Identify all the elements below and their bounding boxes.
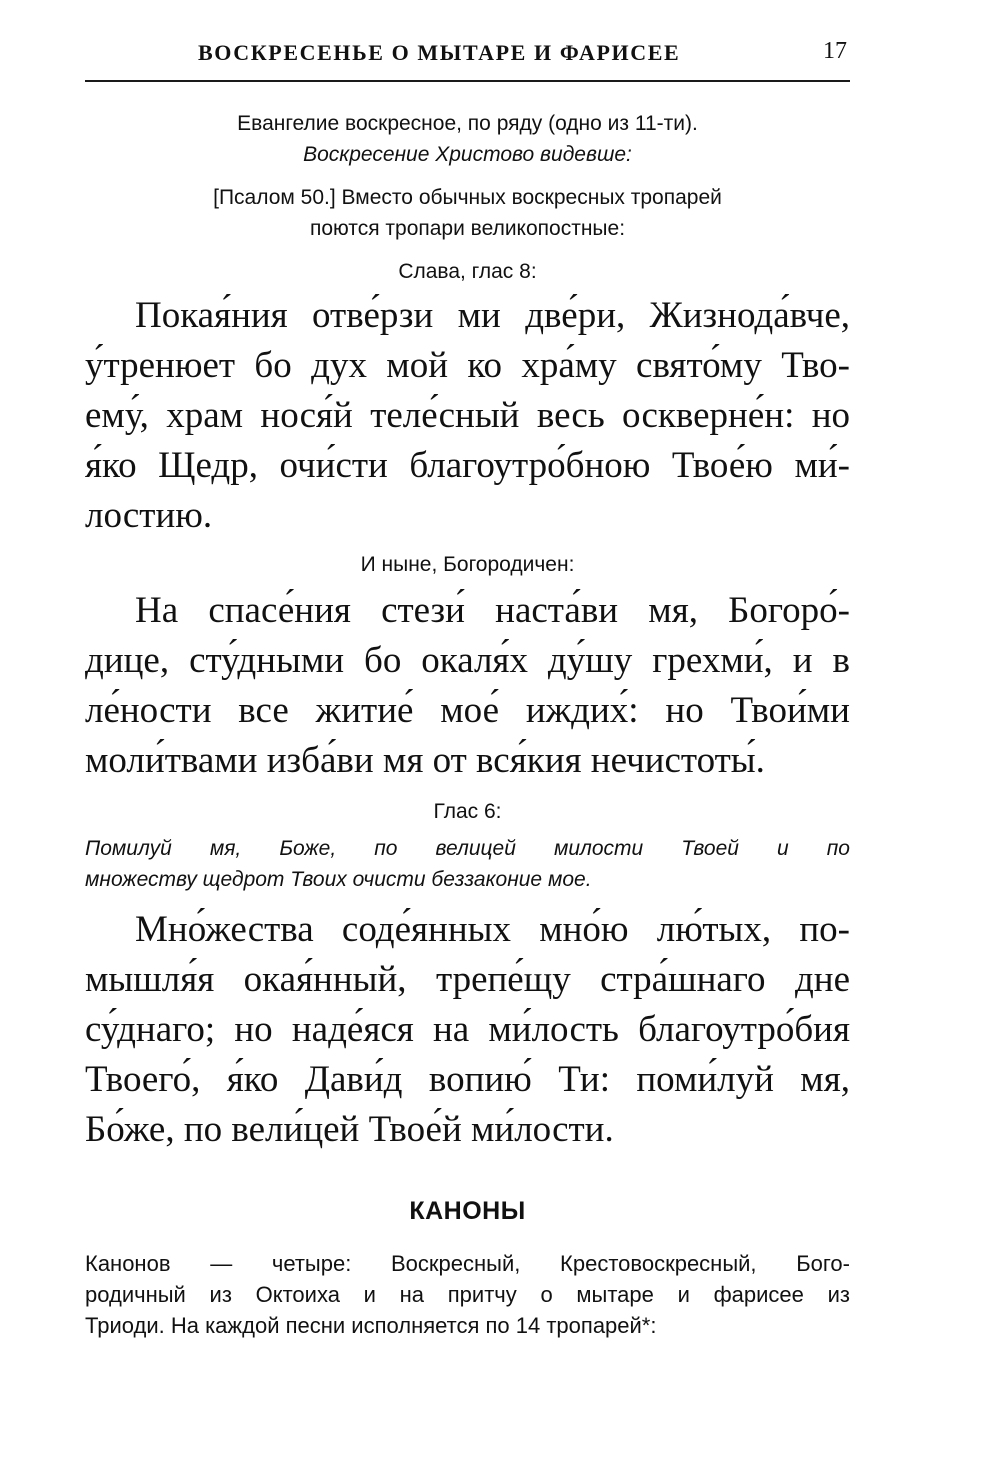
hymn-troparion-1 <box>85 291 850 541</box>
hymn-theotokion <box>85 586 850 786</box>
slava-label: Слава, глас 8: <box>398 260 537 283</box>
canons-line: Канонов — четыре: Воскресный, Крестовоскресный, Бого- <box>85 1251 850 1276</box>
page-content <box>85 108 850 1341</box>
running-title: ВОСКРЕСЕНЬЕ О МЫТАРЕ И ФАРИСЕЕ <box>198 40 681 65</box>
glas-6-label: Глас 6: <box>433 800 502 823</box>
hymn-troparion-2 <box>85 905 850 1155</box>
hymn-line: моли́твами изба́ви мя от вся́кия нечистоты́. <box>85 740 765 781</box>
hymn-line: дице, сту́дными бо окаля́х ду́шу грехми́, и в <box>85 640 850 681</box>
hymn-line: Покая́ния отве́рзи ми две́ри, Жизнода́вче, <box>135 295 850 336</box>
psalm-note-line-2: поются тропари великопостные: <box>309 217 626 240</box>
psalm-verse-line-2: множеству щедрот Твоих очисти беззаконие мое. <box>85 868 592 891</box>
hymn-line: у́тренюет бо дух мой ко хра́му свято́му Тво- <box>85 345 850 386</box>
gospel-hymn-incipit: Воскресение Христово видевше: <box>303 143 632 166</box>
page-number: 17 <box>823 38 847 64</box>
canons-line: Триоди. На каждой песни исполняется по 14 тропарей*: <box>85 1313 657 1338</box>
hymn-line: Мно́жества соде́янных мно́ю лю́тых, по- <box>135 909 850 950</box>
gospel-rubric: Евангелие воскресное, по ряду (одно из 11-ти). <box>237 112 698 135</box>
hymn-line: Твоего́, я́ко Дави́д вопию́ Ти: поми́луй мя, <box>85 1059 850 1100</box>
hymn-line: лостию. <box>85 495 213 536</box>
hymn-line: я́ко Щедр, очи́сти благоутро́бною Твое́ю ми́- <box>85 445 850 486</box>
psalm-verse-line-1: Помилуй мя, Боже, по велицей милости Твоей и по <box>85 837 850 860</box>
hymn-line: мышля́я окая́нный, трепе́щу стра́шнаго дне <box>85 959 850 1000</box>
canons-paragraph <box>85 1248 850 1341</box>
theotokion-label: И ныне, Богородичен: <box>360 553 575 576</box>
hymn-line: ему́, храм нося́й теле́сный весь оскверне́н: но <box>85 395 850 436</box>
hymn-line: су́днаго; но наде́яся на ми́лость благоутро́бия <box>85 1009 850 1050</box>
hymn-line: ле́ности все житие́ мое́ иждих́: но Твои́ми <box>85 690 850 731</box>
canons-line: родичный из Октоиха и на притчу о мытаре и фарисее из <box>85 1282 850 1307</box>
hymn-line: На спасе́ния стези́ наста́ви мя, Богоро́- <box>135 590 850 631</box>
running-header <box>85 32 850 82</box>
psalm-note-line-1: [Псалом 50.] Вместо обычных воскресных тропарей <box>213 186 722 209</box>
canons-heading: КАНОНЫ <box>409 1197 526 1225</box>
hymn-line: Бо́же, по вели́цей Твое́й ми́лости. <box>85 1109 614 1150</box>
